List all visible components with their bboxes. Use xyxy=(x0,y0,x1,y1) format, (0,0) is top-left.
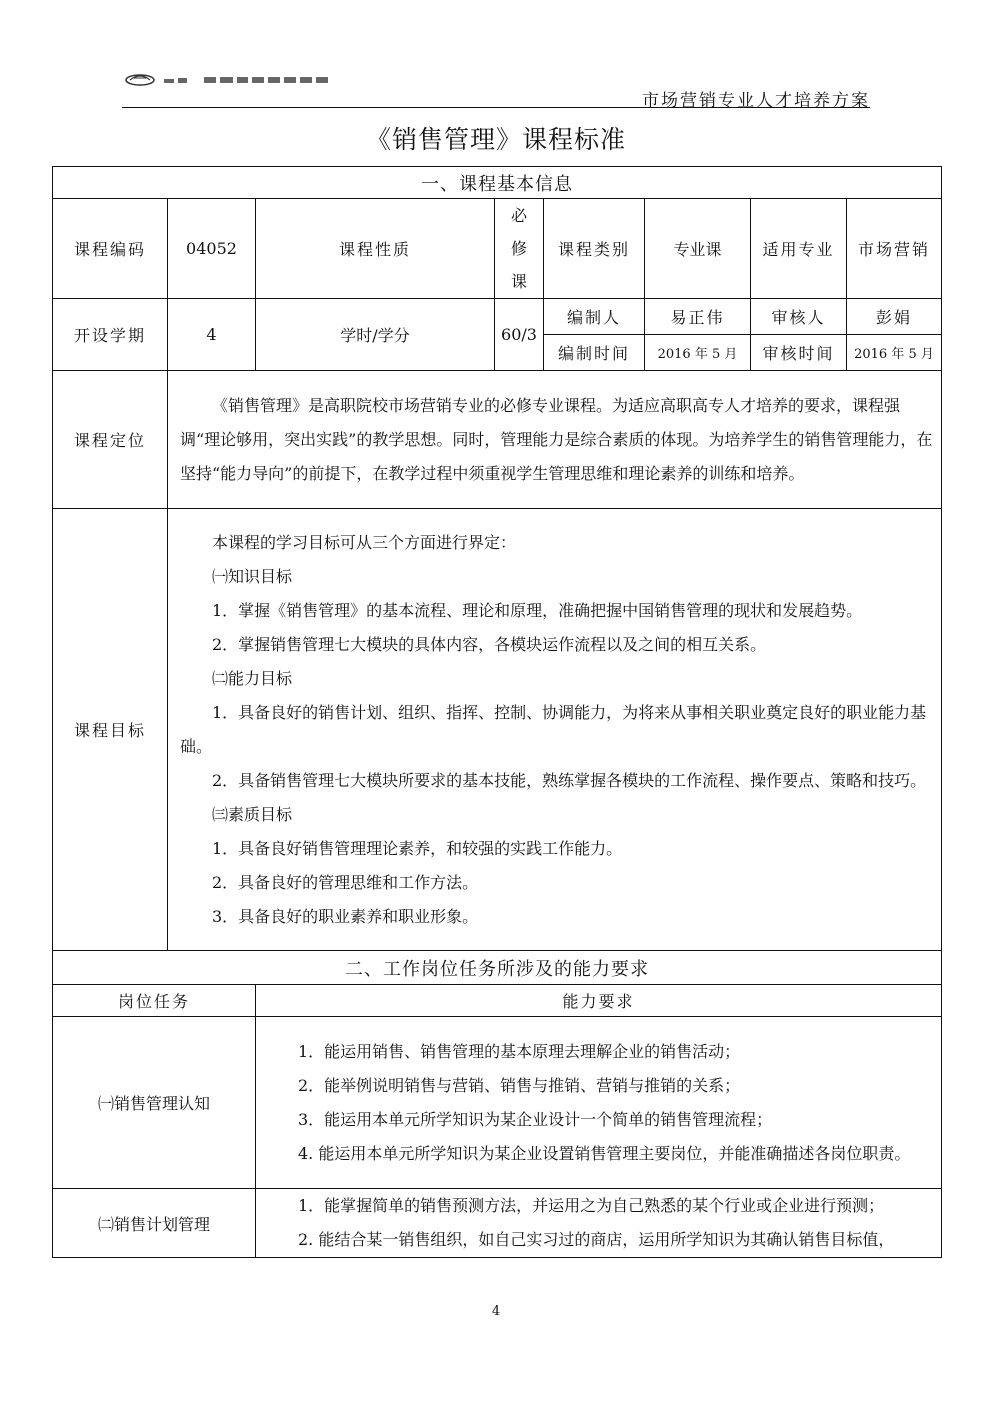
hours-value: 60/3 xyxy=(495,299,544,371)
school-logo-icon xyxy=(122,72,342,86)
review-time-value: 2016 年 5 月 xyxy=(847,335,942,371)
editor-value: 易正伟 xyxy=(645,299,751,335)
course-code-value: 04052 xyxy=(168,199,256,299)
knowledge-objective-title: ㈠知识目标 xyxy=(212,566,293,586)
quality-objective-title: ㈢素质目标 xyxy=(212,804,293,824)
task-1-name: ㈠销售管理认知 xyxy=(53,1017,256,1189)
reviewer-label: 审核人 xyxy=(751,299,847,335)
course-nature-char: 修 xyxy=(510,239,527,258)
header-rule xyxy=(122,107,870,108)
course-nature-char: 课 xyxy=(510,272,527,291)
column-header-task: 岗位任务 xyxy=(53,985,256,1017)
course-category-label: 课程类别 xyxy=(544,199,645,299)
task-2-requirements xyxy=(256,1189,942,1258)
course-nature-char: 必 xyxy=(510,206,527,225)
positioning-content xyxy=(168,371,942,509)
hours-label: 学时/学分 xyxy=(256,299,495,371)
positioning-text: 《销售管理》是高职院校市场营销专业的必修专业课程。为适应高职高专人才培养的要求，课程强调“理论够用，突出实践”的教学思想。同时，管理能力是综合素质的体现。为培养学生的销售管理能力，在坚持“能力导向”的前提下，在教学过程中须重视学生管理思维和理论素养的训练和培养。 xyxy=(180,395,933,483)
editor-label: 编制人 xyxy=(544,299,645,335)
reviewer-value: 彭娟 xyxy=(847,299,942,335)
course-category-value: 专业课 xyxy=(645,199,751,299)
header-program-title: 市场营销专业人才培养方案 xyxy=(642,91,870,111)
requirement-item: 1．能掌握简单的销售预测方法，并运用之为自己熟悉的某个行业或企业进行预测； xyxy=(298,1196,885,1215)
objectives-content xyxy=(168,509,942,951)
semester-label: 开设学期 xyxy=(53,299,168,371)
quality-objective-2: 2．具备良好的管理思维和工作方法。 xyxy=(212,872,479,892)
page-number: 4 xyxy=(491,1304,501,1319)
column-header-ability: 能力要求 xyxy=(256,985,942,1017)
requirement-item: 3．能运用本单元所学知识为某企业设计一个简单的销售管理流程； xyxy=(298,1109,773,1129)
requirement-item: 4. 能运用本单元所学知识为某企业设置销售管理主要岗位，并能准确描述各岗位职责。 xyxy=(298,1143,911,1163)
course-nature-value xyxy=(495,199,544,299)
major-value: 市场营销 xyxy=(847,199,942,299)
course-code-label: 课程编码 xyxy=(53,199,168,299)
objectives-intro: 本课程的学习目标可从三个方面进行界定： xyxy=(212,532,517,552)
document-title: 《销售管理》课程标准 xyxy=(365,125,626,154)
page-header xyxy=(122,66,870,111)
course-standard-table xyxy=(52,166,942,1258)
positioning-label: 课程定位 xyxy=(53,371,168,509)
task-1-requirements xyxy=(256,1017,942,1189)
edit-time-label: 编制时间 xyxy=(544,335,645,371)
task-2-name: ㈡销售计划管理 xyxy=(53,1189,256,1258)
course-nature-label: 课程性质 xyxy=(256,199,495,299)
ability-objective-2: 2．具备销售管理七大模块所要求的基本技能，熟练掌握各模块的工作流程、操作要点、策略和技巧。 xyxy=(212,770,927,790)
quality-objective-1: 1．具备良好销售管理理论素养，和较强的实践工作能力。 xyxy=(212,838,623,858)
objectives-label: 课程目标 xyxy=(53,509,168,951)
edit-time-value: 2016 年 5 月 xyxy=(645,335,751,371)
section-requirements-title: 二、工作岗位任务所涉及的能力要求 xyxy=(53,951,942,985)
requirement-item: 2. 能结合某一销售组织，如自己实习过的商店，运用所学知识为其确认销售目标值， xyxy=(298,1230,895,1249)
review-time-label: 审核时间 xyxy=(751,335,847,371)
ability-objective-title: ㈡能力目标 xyxy=(212,668,293,688)
knowledge-objective-1: 1．掌握《销售管理》的基本流程、理论和原理，准确把握中国销售管理的现状和发展趋势。 xyxy=(212,600,863,620)
section-basic-info-title: 一、课程基本信息 xyxy=(53,167,942,199)
requirement-item: 1．能运用销售、销售管理的基本原理去理解企业的销售活动； xyxy=(298,1041,741,1061)
quality-objective-3: 3．具备良好的职业素养和职业形象。 xyxy=(212,906,479,926)
major-label: 适用专业 xyxy=(751,199,847,299)
ability-objective-1: 1．具备良好的销售计划、组织、指挥、控制、协调能力，为将来从事相关职业奠定良好的职业能力基础。 xyxy=(180,702,927,756)
requirement-item: 2．能举例说明销售与营销、销售与推销、营销与推销的关系； xyxy=(298,1075,741,1095)
knowledge-objective-2: 2．掌握销售管理七大模块的具体内容，各模块运作流程以及之间的相互关系。 xyxy=(212,634,767,654)
semester-value: 4 xyxy=(168,299,256,371)
